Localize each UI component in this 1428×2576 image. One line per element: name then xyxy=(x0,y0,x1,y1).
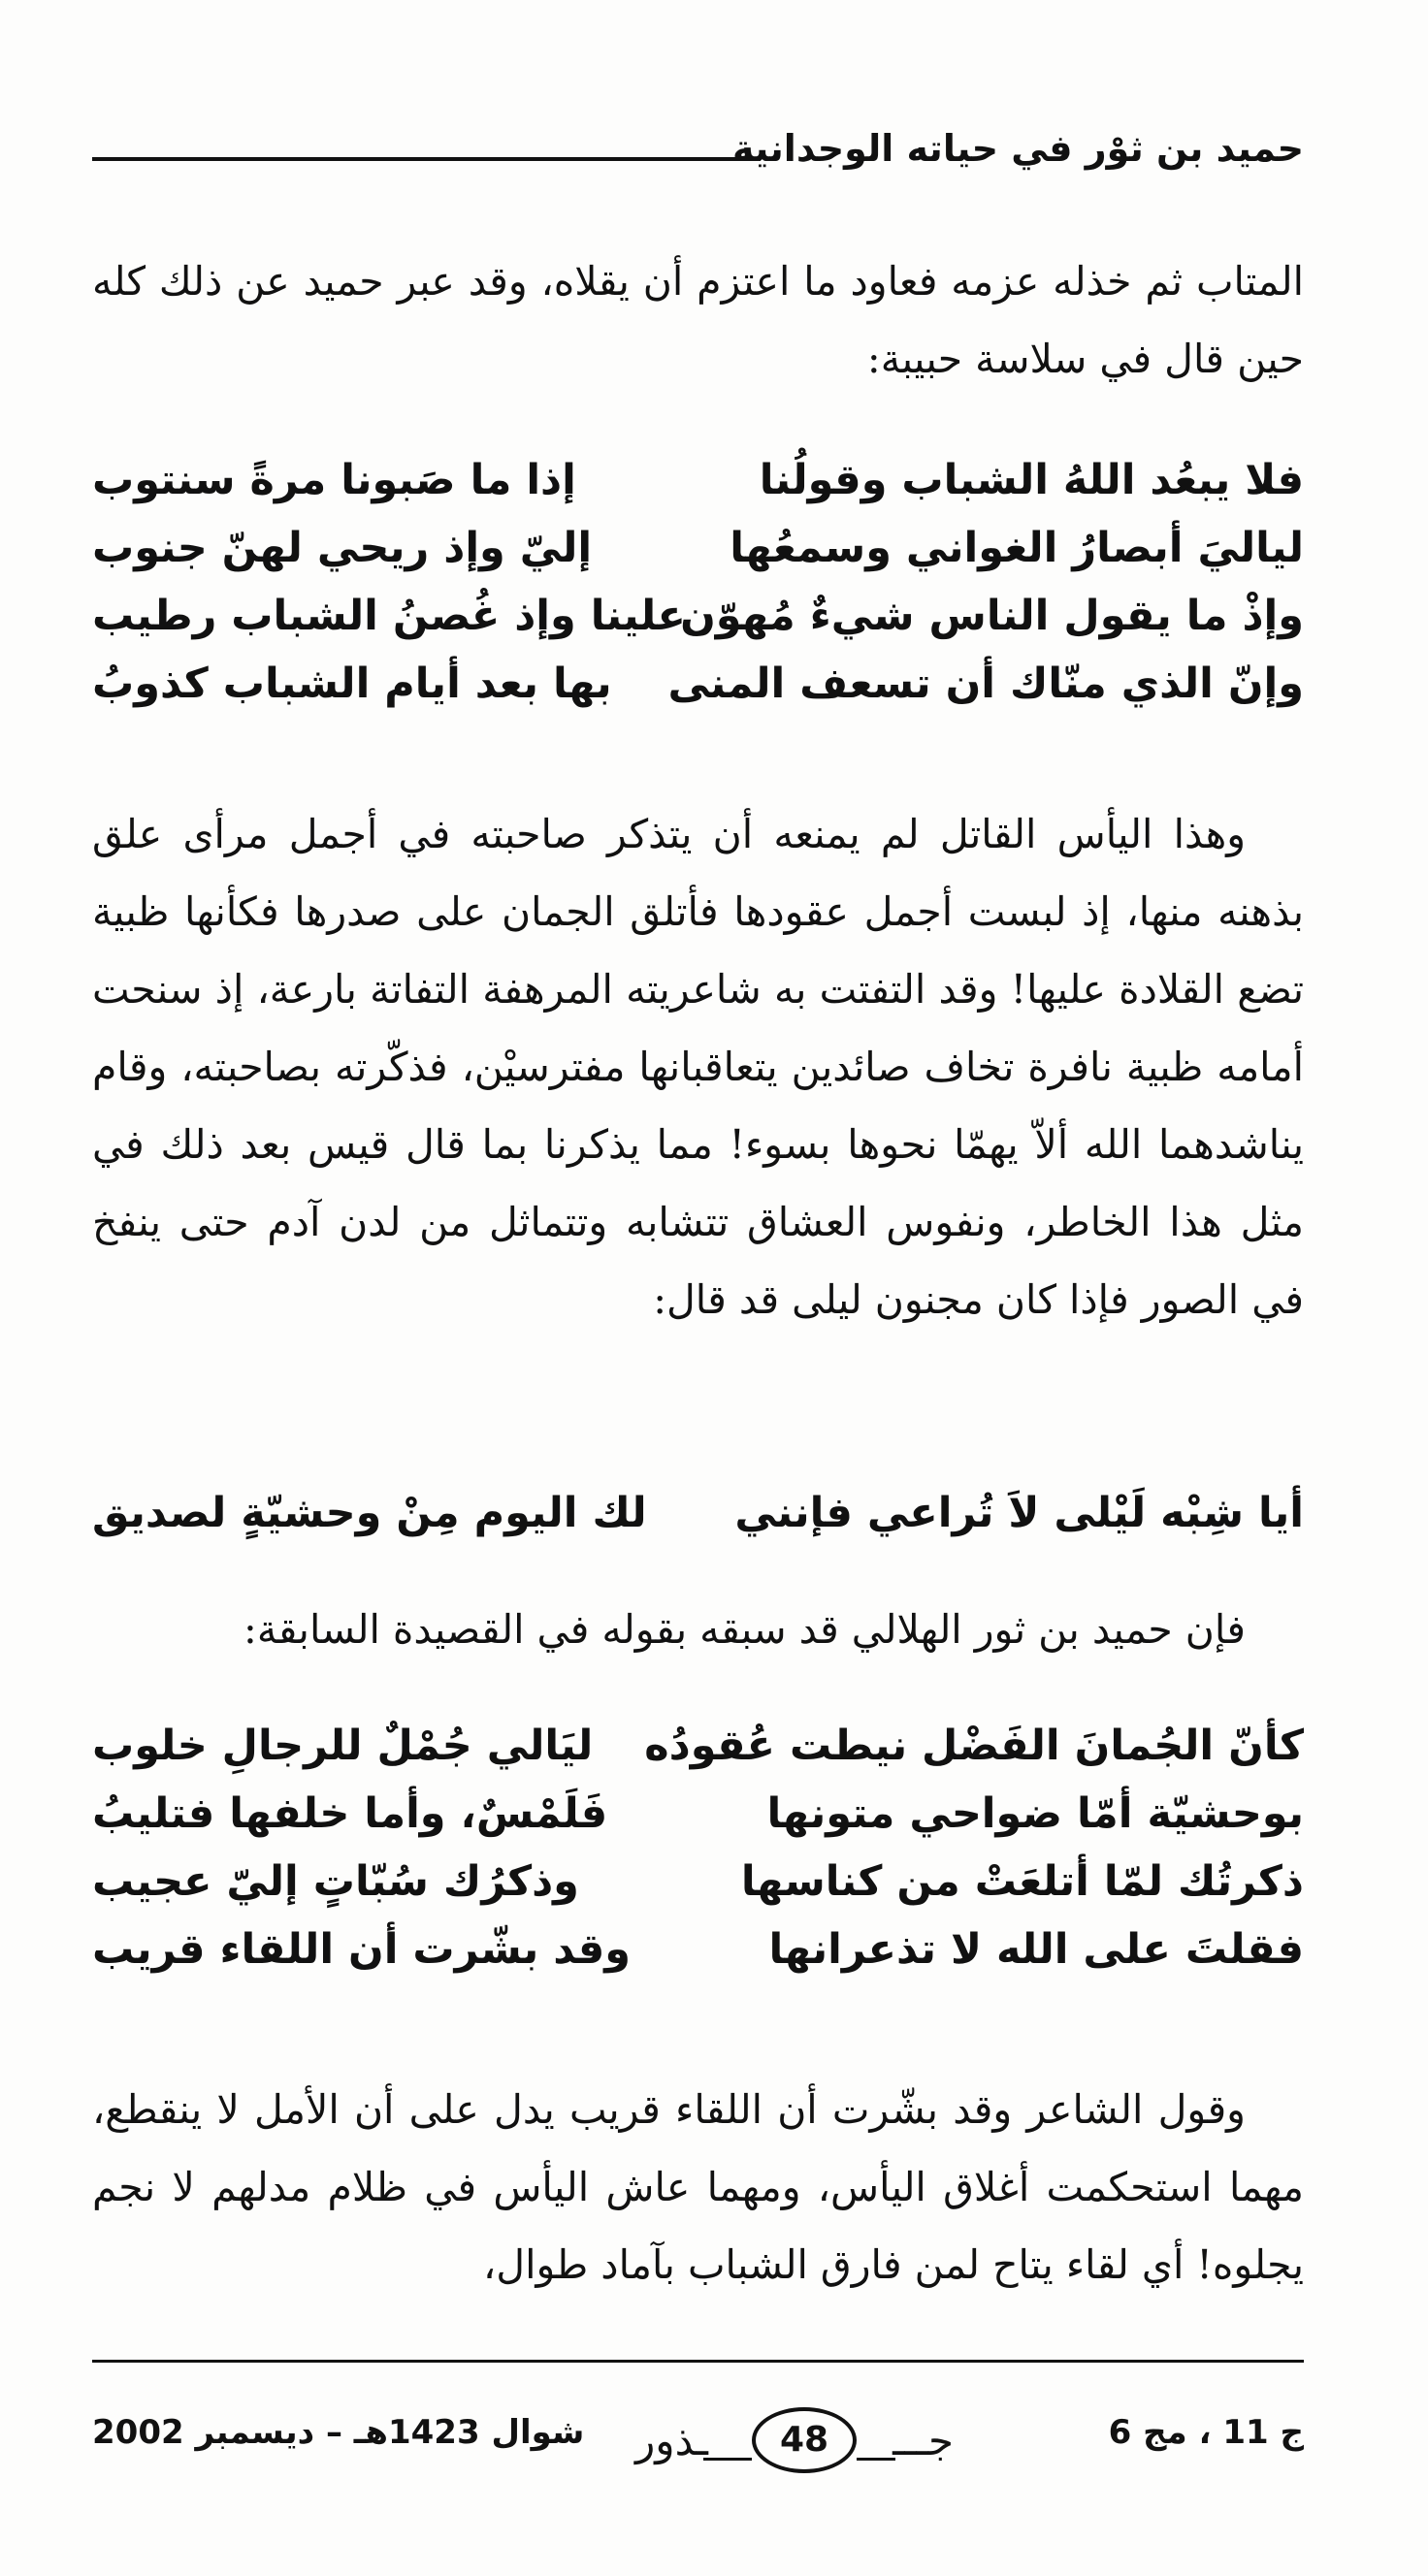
verse-second-hemistich: وقد بشّرت أن اللقاء قريب xyxy=(92,1925,631,1974)
verse-line xyxy=(92,1848,1304,1916)
verse-first-hemistich: أيا شِبْه لَيْلى لاَ تُراعي فإنني xyxy=(734,1489,1304,1537)
verse-second-hemistich: علينا وإذ غُصنُ الشباب رطيب xyxy=(92,592,686,640)
verse-first-hemistich: لياليَ أبصارُ الغواني وسمعُها xyxy=(730,524,1304,572)
logo-text-zur: ـذور xyxy=(635,2417,708,2464)
verse-first-hemistich: بوحشيّة أمّا ضواحي متونها xyxy=(766,1789,1304,1838)
paragraph-closing xyxy=(92,2071,1304,2303)
page-footer xyxy=(92,2396,1304,2483)
paragraph-text: فإن حميد بن ثور الهلالي قد سبقه بقوله في القصيدة السابقة: xyxy=(243,1606,1246,1653)
verse-first-hemistich: ذكرتُك لمّا أتلعَتْ من كناسها xyxy=(740,1857,1304,1906)
verse-second-hemistich: وذكرُك سُبّاتٍ إليّ عجيب xyxy=(92,1857,579,1906)
volume-number: ج 11 ، مج 6 xyxy=(1108,2413,1304,2452)
verse-line xyxy=(92,1916,1304,1983)
paragraph-text: وهذا اليأس القاتل لم يمنعه أن يتذكر صاحبته في أجمل مرأى علق بذهنه منها، إذ لبست أجمل عقودها فأتلق الجمان على صدرها فكأنها ظبية تضع القلادة عليها! وقد التفتت به شاعريته المرهفة التفاتة بارعة، إذ سنحت أمامه ظبية نافرة تخاف صائدين يتعاقبانها مفترسيْن، فذكّرته بصاحبته، وقام يناشدهما الله ألاّ يهمّا نحوها بسوء! مما يذكرنا بما قال قيس بعد ذلك في مثل هذا الخاطر، ونفوس العشاق تتشابه وتتماثل من لدن آدم حتى ينفخ في الصور فإذا كان مجنون ليلى قد قال: xyxy=(92,811,1304,1323)
page-number: 48 xyxy=(779,2420,829,2460)
paragraph-text: المتاب ثم خذله عزمه فعاود ما اعتزم أن يقلاه، وقد عبر حميد عن ذلك كله حين قال في سلاسة حبيبة: xyxy=(92,258,1304,382)
verse-second-hemistich: إليّ وإذ ريحي لهنّ جنوب xyxy=(92,524,593,572)
journal-logo xyxy=(635,2396,965,2483)
header-title: حميد بن ثوْر في حياته الوجدانية xyxy=(731,127,1304,170)
verse-first-hemistich: كأنّ الجُمانَ الفَضْل نيطت عُقودُه xyxy=(644,1722,1304,1770)
page-number-badge xyxy=(752,2407,857,2473)
paragraph-intro xyxy=(92,242,1304,398)
verse-line xyxy=(92,1780,1304,1848)
footer-rule xyxy=(92,2360,1304,2363)
poem-one xyxy=(92,446,1304,718)
verse-second-hemistich: لك اليوم مِنْ وحشيّةٍ لصديق xyxy=(92,1489,647,1537)
running-header xyxy=(92,114,1304,182)
verse-second-hemistich: بها بعد أيام الشباب كذوبُ xyxy=(92,660,612,708)
issue-date: شوال 1423هـ – ديسمبر 2002 xyxy=(92,2413,585,2452)
paragraph-transition xyxy=(92,1591,1304,1668)
verse-first-hemistich: وإذْ ما يقول الناس شيءٌ مُهوّن xyxy=(680,592,1304,640)
verse-second-hemistich: فَلَمْسٌ، وأما خلفها فتليبُ xyxy=(92,1789,608,1838)
verse-line xyxy=(92,650,1304,718)
paragraph-main xyxy=(92,795,1304,1338)
logo-line-right xyxy=(857,2458,895,2461)
verse-line xyxy=(92,1712,1304,1780)
verse-first-hemistich: فقلتَ على الله لا تذعرانها xyxy=(768,1925,1304,1974)
verse-line xyxy=(92,446,1304,514)
verse-second-hemistich: ليَالي جُمْلٌ للرجالِ خلوب xyxy=(92,1722,594,1770)
verse-first-hemistich: فلا يبعُد اللهُ الشباب وقولُنا xyxy=(759,456,1304,504)
header-rule xyxy=(92,157,761,161)
paragraph-text: وقول الشاعر وقد بشّرت أن اللقاء قريب يدل على أن الأمل لا ينقطع، مهما استحكمت أغلاق اليأس، ومهما عاش اليأس في ظلام مدلهم لا نجم يجلوه! أي لقاء يتاح لمن فارق الشباب بآماد طوال، xyxy=(92,2086,1304,2288)
logo-line-left xyxy=(703,2458,752,2461)
poem-two xyxy=(92,1712,1304,1983)
verse-line xyxy=(92,514,1304,582)
verse-first-hemistich: وإنّ الذي منّاك أن تسعف المنى xyxy=(667,660,1304,708)
verse-second-hemistich: إذا ما صَبونا مرةً سنتوب xyxy=(92,456,576,504)
majnun-verse xyxy=(92,1489,1304,1537)
logo-text-ja: جـــ xyxy=(892,2417,954,2464)
verse-line xyxy=(92,582,1304,650)
